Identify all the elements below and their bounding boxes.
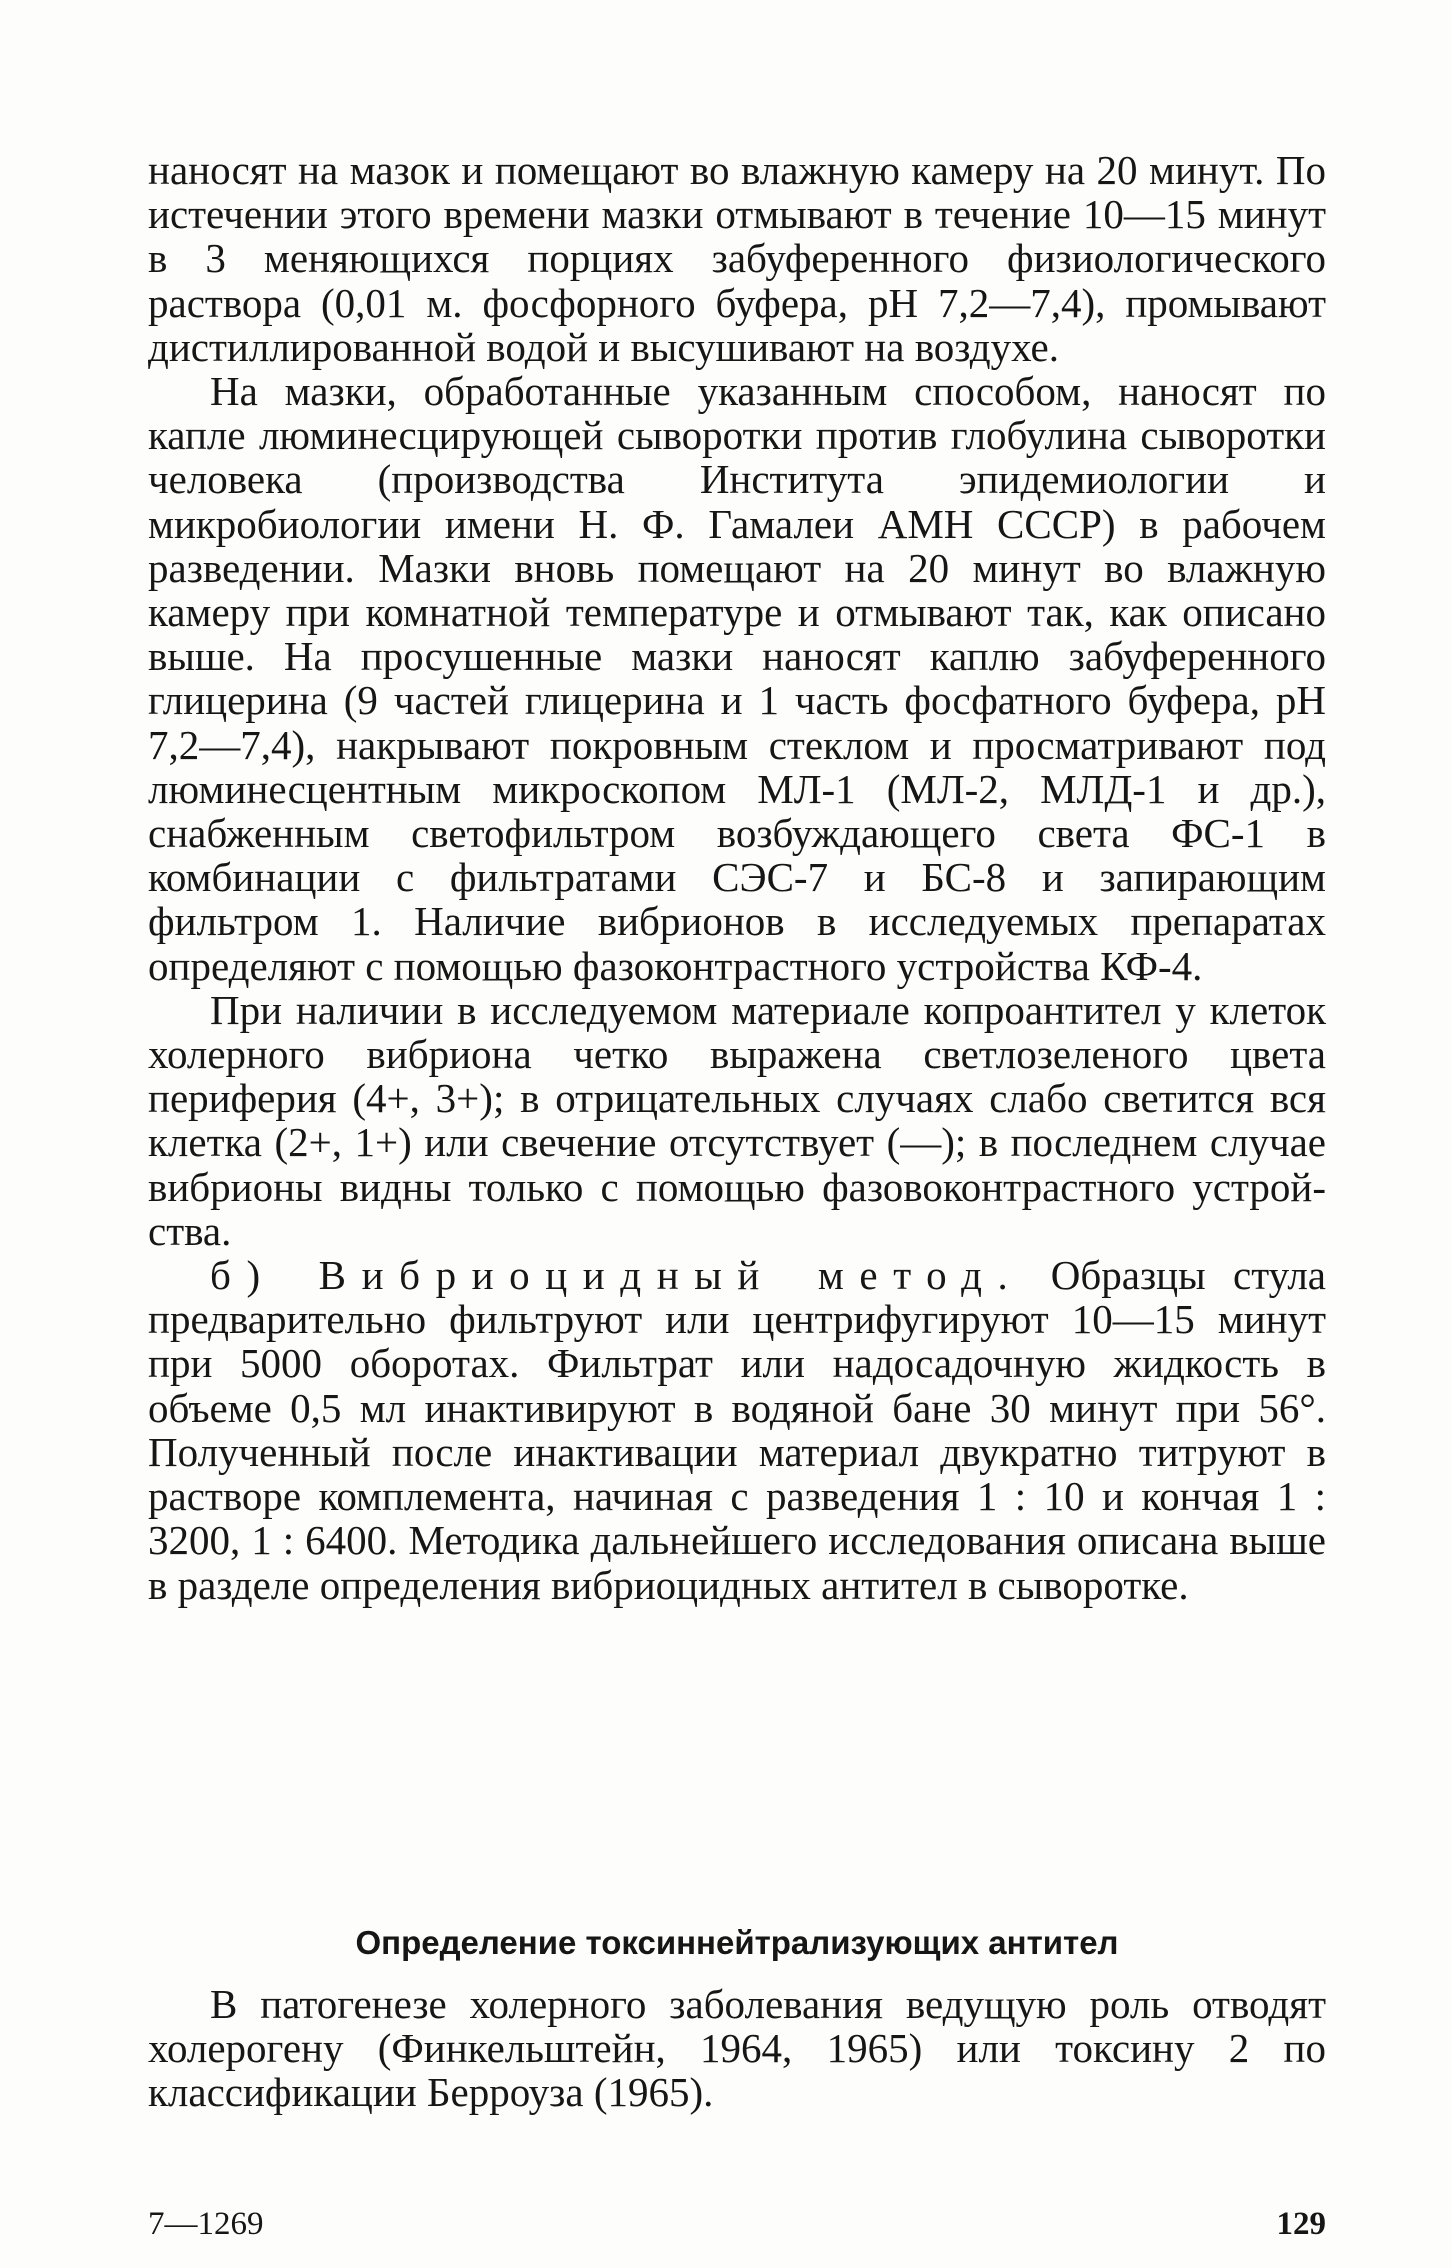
paragraph-results: При наличии в исследуемом материале копроантител у клеток холерного вибриона четко выражена светлозеленого цвета периферия (4+, 3+); в отрицательных случаях слабо светится вся клетка (2+, 1+) или свечение отсутствует (—); в последнем случае вибрионы видны только с помощью фазовоконтрастного устройства.	[148, 986, 1326, 1254]
paragraph-vibriocidal-method	[148, 1253, 1326, 1607]
method-text: Образцы стула предварительно фильтруют или центрифугируют 10—15 минут при 5000 оборотах. Фильтрат или надосадочную жидкость в объеме 0,5 мл инактивируют в водяной бане 30 минут при 56°. Полученный после инактивации материал двукратно титруют в растворе комплемента, начиная с разведения 1 : 10 и кончая 1 : 3200, 1 : 6400. Методика дальнейшего исследования описана выше в разделе определения вибриоцидных антител в сыворотке.	[148, 1252, 1326, 1608]
paragraph-continued: наносят на мазок и помещают во влажную камеру на 20 минут. По истечении этого времени мазки отмывают в течение 10—15 минут в 3 меняющихся порциях забуференного физиологического раствора (0,01 м. фосфорного буфера, рН 7,2—7,4), промывают дистиллированной водой и высушивают на воздухе.	[148, 147, 1326, 370]
paragraph-pathogenesis: В патогенезе холерного заболевания ведущую роль отводят холерогену (Финкельштейн, 1964, 1965) или токсину 2 по классификации Берроуза (1965).	[148, 1981, 1326, 2116]
method-label: б) Вибриоцидный метод.	[210, 1252, 1024, 1299]
page-number: 129	[1276, 2206, 1326, 2242]
paragraph-staining: На мазки, обработанные указанным способом, наносят по капле люминесцирующей сыворотки против глобулина сыворотки человека (производства Института эпидемиологии и микробиологии имени Н. Ф. Гамалеи АМН СССР) в рабочем разведении. Мазки вновь помещают на 20 минут во влажную камеру при комнатной температуре и отмывают так, как описано выше. На просушенные мазки наносят каплю забуференного глицерина (9 частей глицерина и 1 часть фосфатного буфера, рН 7,2—7,4), накрывают покровным стеклом и просматривают под люминесцентным микроскопом МЛ-1 (МЛ-2, МЛД-1 и др.), снабженным светофильтром возбуждающего света ФС-1 в комбинации с фильтратами СЭС-7 и БС-8 и запирающим фильтром 1. Наличие вибрионов в исследуемых препаратах определяют с помощью фазоконтрастного устройства КФ-4.	[148, 368, 1326, 989]
section-heading: Определение токсиннейтрализующих антител	[355, 1924, 1119, 1961]
printer-signature: 7—1269	[148, 2206, 264, 2242]
main-text	[148, 148, 1326, 1607]
section-text	[148, 1982, 1326, 2115]
